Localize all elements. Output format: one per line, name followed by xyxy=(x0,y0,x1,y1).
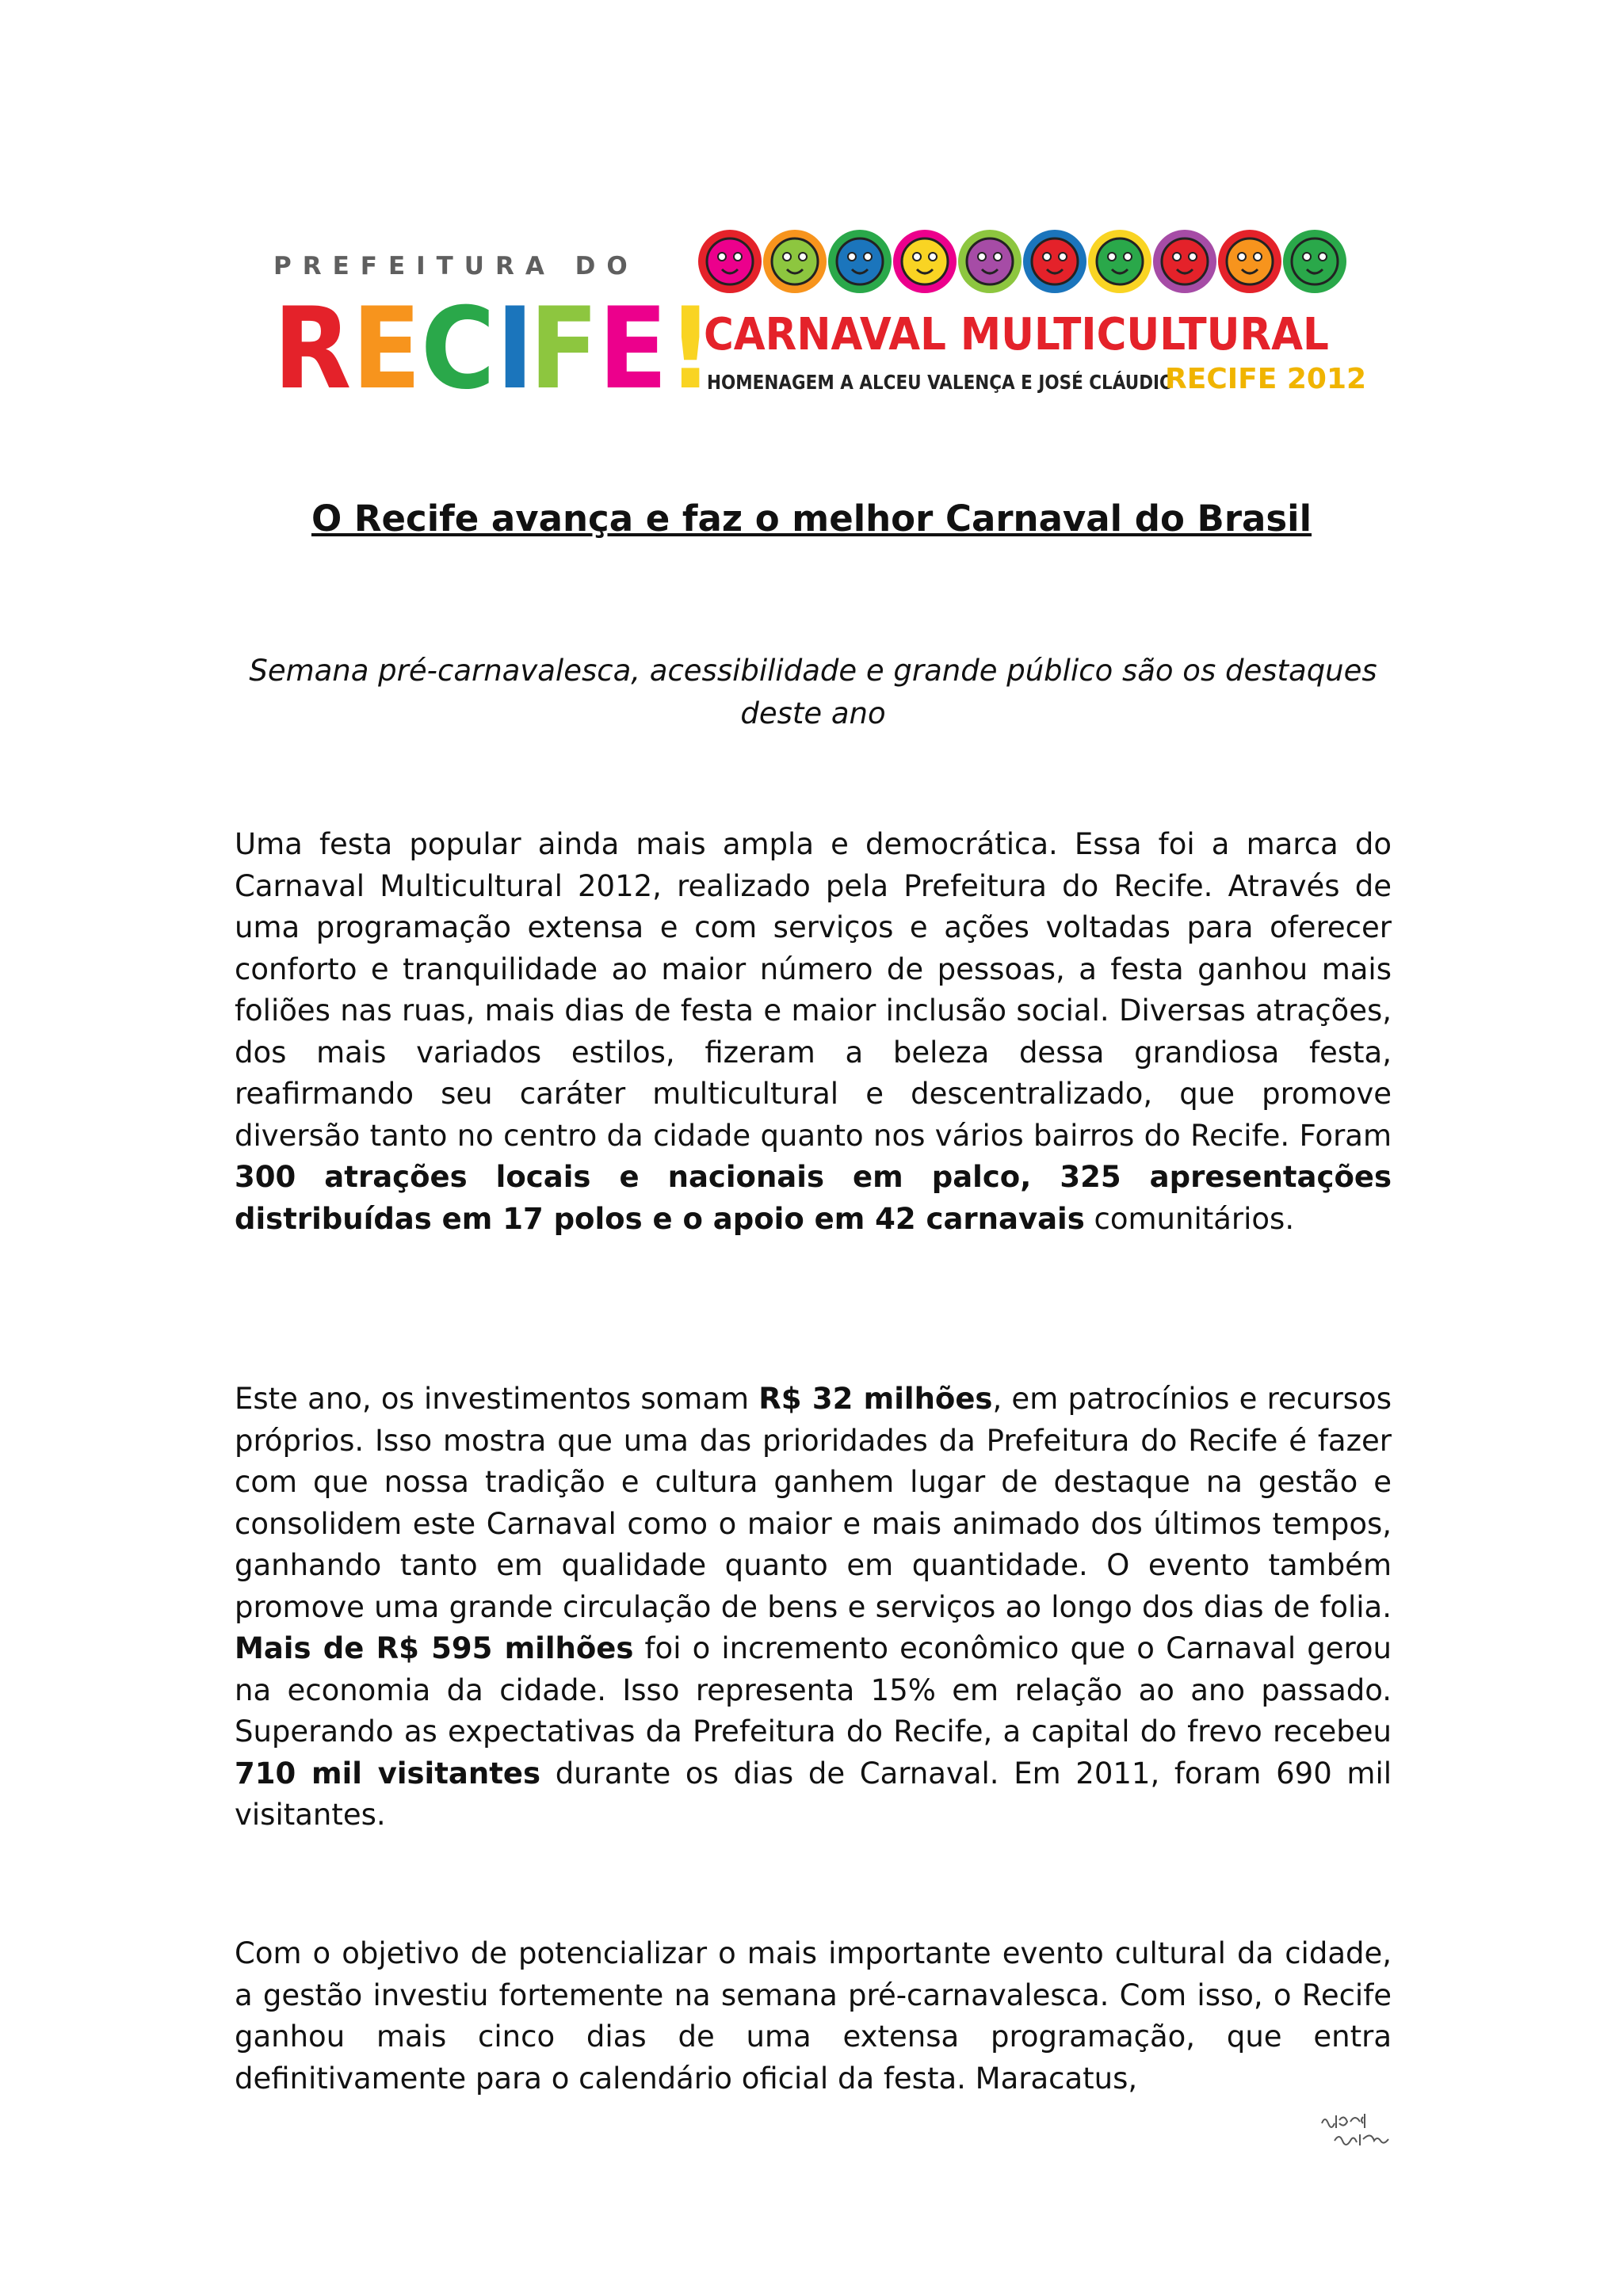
face-icon xyxy=(958,230,1022,293)
paragraph-text: Com o objetivo de potencializar o mais importante evento cultural da cidade, a gestão investiu fortemente na semana pré-carnavalesca. Com isso, o Recife ganhou mais cinco dias de uma extensa programação, que entra definitivamente para o calendário oficial da festa. Maracatus, xyxy=(235,1936,1392,2096)
signature-scribble xyxy=(1319,2109,1392,2152)
carnaval-logo-subtitle: HOMENAGEM A ALCEU VALENÇA E JOSÉ CLÁUDIO xyxy=(707,371,1174,394)
paragraph-text: Este ano, os investimentos somam xyxy=(235,1382,759,1416)
prefeitura-logo-letter: F xyxy=(529,284,592,414)
face-icon xyxy=(763,230,827,293)
prefeitura-logo-letter: ! xyxy=(667,284,707,414)
paragraph-text: Uma festa popular ainda mais ampla e democrática. Essa foi a marca do Carnaval Multicultural 2012, realizado pela Prefeitura do Recife. Através de uma programação extensa e com serviços e ações voltadas para oferecer conforto e tranquilidade ao maior número de pessoas, a festa ganhou mais foliões nas ruas, mais dias de festa e maior inclusão social. Diversas atrações, dos mais variados estilos, fizeram a beleza dessa grandiosa festa, reafirmando seu caráter multicultural e descentralizado, que promove diversão tanto no centro da cidade quanto nos vários bairros do Recife. Foram xyxy=(235,827,1392,1153)
face-icon xyxy=(1283,230,1346,293)
face-icon xyxy=(1088,230,1151,293)
document-subtitle: Semana pré-carnavalesca, acessibilidade e grande público são os destaques deste ano xyxy=(249,654,1377,730)
face-icon xyxy=(828,230,892,293)
prefeitura-logo-letter: R xyxy=(273,284,345,414)
paragraph-text: foi o incremento econômico que o Carnaval gerou na economia da cidade. Isso representa 15% em relação ao ano passado. Superando as expectativas da Prefeitura do Recife, a capital do frevo recebeu xyxy=(235,1631,1392,1749)
prefeitura-logo-letter: E xyxy=(352,284,414,414)
face-icon xyxy=(1153,230,1216,293)
paragraph-1 xyxy=(235,824,1392,1240)
paragraph-highlight: 300 atrações locais e nacionais em palco, 325 apresentações distribuídas em 17 polos e o apoio em 42 carnavais xyxy=(235,1160,1392,1236)
face-icon xyxy=(893,230,957,293)
document-title: O Recife avança e faz o melhor Carnaval do Brasil xyxy=(311,498,1312,540)
carnaval-faces-illustration xyxy=(697,222,1355,301)
prefeitura-logo xyxy=(273,252,707,414)
prefeitura-logo-top-text: PREFEITURA DO xyxy=(273,252,639,280)
page-header xyxy=(0,0,1623,444)
prefeitura-logo-letter: C xyxy=(421,284,489,414)
paragraph-2 xyxy=(235,1379,1392,1836)
paragraph-highlight: R$ 32 milhões xyxy=(758,1382,993,1416)
paragraph-text: comunitários. xyxy=(1084,1201,1295,1236)
prefeitura-logo-letter: E xyxy=(598,284,661,414)
paragraph-3 xyxy=(235,1933,1392,2100)
prefeitura-logo-letter: I xyxy=(495,284,527,414)
prefeitura-logo-main-text xyxy=(273,284,711,414)
face-icon xyxy=(1023,230,1086,293)
carnaval-logo xyxy=(697,222,1367,404)
paragraph-highlight: 710 mil visitantes xyxy=(235,1756,541,1791)
carnaval-logo-title: CARNAVAL MULTICULTURAL xyxy=(704,309,1329,360)
paragraph-highlight: Mais de R$ 595 milhões xyxy=(235,1631,634,1665)
face-icon xyxy=(1218,230,1281,293)
carnaval-logo-year: RECIFE 2012 xyxy=(1165,363,1367,395)
paragraph-text: , em patrocínios e recursos próprios. Isso mostra que uma das prioridades da Prefeitura do Recife é fazer com que nossa tradição e cultura ganhem lugar de destaque na gestão e consolidem este Carnaval como o maior e mais animado dos últimos tempos, ganhando tanto em qualidade quanto em quantidade. O evento também promove uma grande circulação de bens e serviços ao longo dos dias de folia. xyxy=(235,1382,1392,1624)
face-icon xyxy=(698,230,762,293)
paragraph-text: durante os dias de Carnaval. Em 2011, foram 690 mil visitantes. xyxy=(235,1756,1392,1832)
handwritten-signature xyxy=(1319,2109,1392,2152)
